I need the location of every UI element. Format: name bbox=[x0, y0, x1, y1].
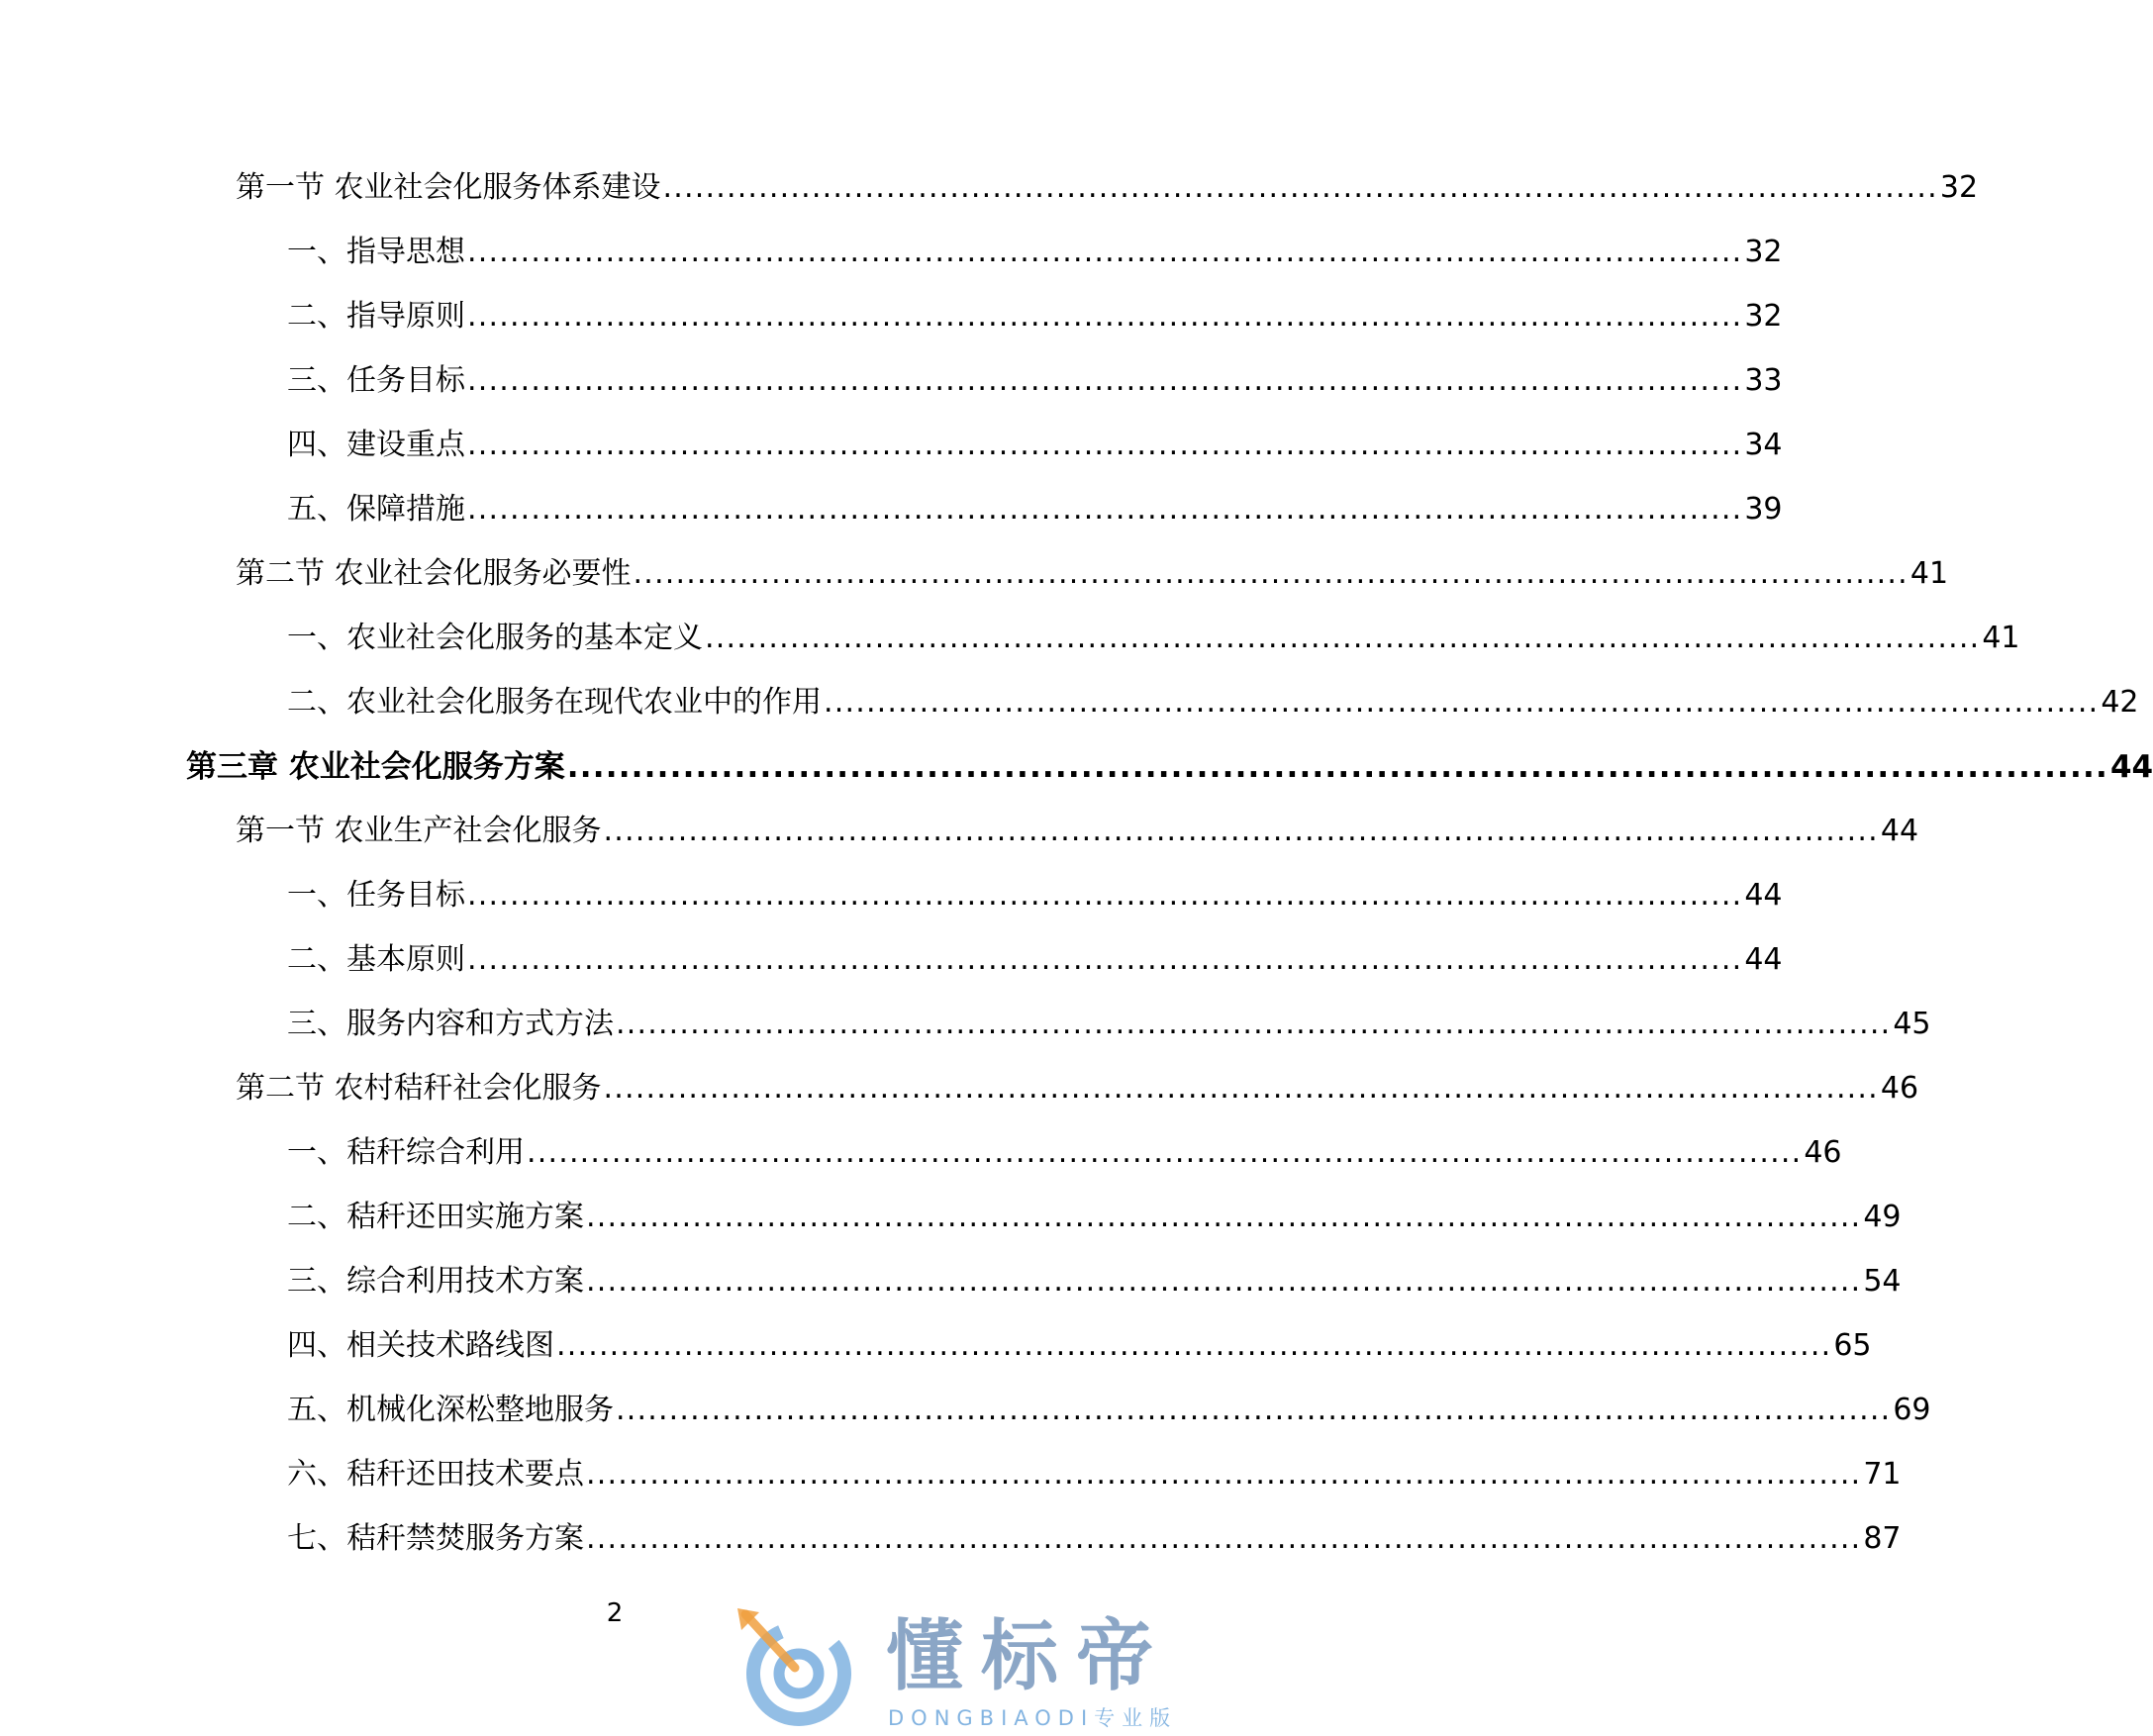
toc-entry[interactable] bbox=[236, 552, 1949, 596]
toc-entry-page: 32 bbox=[1744, 299, 1783, 334]
toc-leader-dots: ........................................................................................................................ bbox=[603, 814, 1879, 848]
toc-entry[interactable] bbox=[287, 874, 1783, 917]
toc-entry[interactable] bbox=[287, 1389, 1931, 1432]
toc-entry-page: 33 bbox=[1744, 363, 1783, 398]
toc-entry-page: 44 bbox=[2109, 749, 2153, 785]
toc-leader-dots: ........................................................................................................................ bbox=[603, 1071, 1879, 1106]
watermark-title: 懂标帝 bbox=[886, 1612, 1172, 1701]
toc-entry[interactable] bbox=[287, 1131, 1842, 1175]
toc-leader-dots: ........................................................................................................................ bbox=[467, 235, 1743, 269]
toc-leader-dots: ........................................................................................................................ bbox=[467, 299, 1743, 334]
toc-leader-dots: ........................................................................................................................ bbox=[586, 1200, 1862, 1234]
page-number: 2 bbox=[606, 1598, 624, 1628]
toc-leader-dots: ........................................................................................................................ bbox=[467, 363, 1743, 398]
toc-entry-page: 32 bbox=[1744, 235, 1783, 269]
toc-entry-label: 第一节 农业生产社会化服务 bbox=[236, 814, 602, 848]
toc-entry-label: 二、秸秆还田实施方案 bbox=[287, 1200, 584, 1234]
toc-entry[interactable] bbox=[287, 1196, 1902, 1239]
toc-entry-label: 一、农业社会化服务的基本定义 bbox=[287, 621, 703, 655]
toc-entry[interactable] bbox=[287, 1260, 1902, 1303]
watermark bbox=[737, 1608, 1223, 1732]
toc-entry[interactable] bbox=[287, 681, 2139, 724]
toc-entry[interactable] bbox=[287, 617, 2020, 660]
toc-entry-page: 54 bbox=[1863, 1264, 1902, 1299]
toc-entry-page: 46 bbox=[1804, 1135, 1842, 1170]
toc-entry-page: 46 bbox=[1880, 1071, 1919, 1106]
toc-entry[interactable] bbox=[236, 810, 1919, 853]
toc-entry[interactable] bbox=[287, 1453, 1902, 1496]
toc-chapter-entry[interactable] bbox=[186, 745, 2153, 789]
toc-leader-dots: ........................................................................................................................ bbox=[566, 749, 2108, 785]
toc-leader-dots: ........................................................................................................................ bbox=[586, 1521, 1862, 1556]
watermark-subtitle: DONGBIAODI专业版 bbox=[888, 1706, 1178, 1730]
toc-entry-label: 三、任务目标 bbox=[287, 363, 465, 398]
toc-leader-dots: ........................................................................................................................ bbox=[467, 428, 1743, 462]
toc-entry-label: 第二节 农村秸秆社会化服务 bbox=[236, 1071, 602, 1106]
toc-entry-label: 一、指导思想 bbox=[287, 235, 465, 269]
toc-leader-dots: ........................................................................................................................ bbox=[633, 556, 1908, 591]
toc-entry-label: 一、任务目标 bbox=[287, 878, 465, 913]
toc-entry-label: 七、秸秆禁焚服务方案 bbox=[287, 1521, 584, 1556]
toc-entry-page: 44 bbox=[1744, 878, 1783, 913]
toc-entry[interactable] bbox=[287, 488, 1783, 531]
toc-leader-dots: ........................................................................................................................ bbox=[662, 170, 1938, 205]
toc-leader-dots: ........................................................................................................................ bbox=[467, 492, 1743, 527]
toc-entry-page: 44 bbox=[1744, 942, 1783, 977]
toc-entry-page: 65 bbox=[1833, 1328, 1872, 1363]
toc-leader-dots: ........................................................................................................................ bbox=[527, 1135, 1803, 1170]
toc-entry-label: 二、指导原则 bbox=[287, 299, 465, 334]
toc-entry-page: 32 bbox=[1939, 170, 1979, 205]
toc-entry-label: 四、建设重点 bbox=[287, 428, 465, 462]
toc-leader-dots: ........................................................................................................................ bbox=[586, 1457, 1862, 1492]
toc-entry[interactable] bbox=[287, 424, 1783, 467]
toc-entry-label: 三、服务内容和方式方法 bbox=[287, 1007, 614, 1041]
toc-entry[interactable] bbox=[287, 1003, 1931, 1046]
toc-entry-label: 六、秸秆还田技术要点 bbox=[287, 1457, 584, 1492]
toc-leader-dots: ........................................................................................................................ bbox=[824, 685, 2100, 720]
toc-entry-page: 39 bbox=[1744, 492, 1783, 527]
toc-entry-page: 42 bbox=[2101, 685, 2139, 720]
toc-entry-page: 34 bbox=[1744, 428, 1783, 462]
toc-entry-label: 一、秸秆综合利用 bbox=[287, 1135, 525, 1170]
toc-leader-dots: ........................................................................................................................ bbox=[616, 1007, 1892, 1041]
toc-entry[interactable] bbox=[287, 359, 1783, 403]
toc-entry-page: 41 bbox=[1909, 556, 1949, 591]
toc-entry-page: 44 bbox=[1880, 814, 1919, 848]
toc-entry-label: 二、基本原则 bbox=[287, 942, 465, 977]
toc-entry-label: 五、保障措施 bbox=[287, 492, 465, 527]
toc-entry-label: 四、相关技术路线图 bbox=[287, 1328, 554, 1363]
toc-entry-page: 69 bbox=[1893, 1393, 1931, 1427]
toc-entry[interactable] bbox=[287, 938, 1783, 982]
toc-entry-page: 45 bbox=[1893, 1007, 1931, 1041]
toc-leader-dots: ........................................................................................................................ bbox=[616, 1393, 1892, 1427]
toc-leader-dots: ........................................................................................................................ bbox=[467, 942, 1743, 977]
toc-entry-page: 41 bbox=[1982, 621, 2020, 655]
toc-entry-page: 49 bbox=[1863, 1200, 1902, 1234]
toc-leader-dots: ........................................................................................................................ bbox=[467, 878, 1743, 913]
toc-leader-dots: ........................................................................................................................ bbox=[705, 621, 1981, 655]
toc-entry[interactable] bbox=[236, 1067, 1919, 1110]
toc-entry[interactable] bbox=[287, 295, 1783, 338]
toc-entry[interactable] bbox=[236, 166, 1979, 210]
toc-entry[interactable] bbox=[287, 1324, 1872, 1368]
toc-entry-page: 87 bbox=[1863, 1521, 1902, 1556]
toc-entry-label: 三、综合利用技术方案 bbox=[287, 1264, 584, 1299]
toc-leader-dots: ........................................................................................................................ bbox=[556, 1328, 1832, 1363]
toc-entry[interactable] bbox=[287, 1517, 1902, 1561]
toc-entry[interactable] bbox=[287, 231, 1783, 274]
toc-entry-page: 71 bbox=[1863, 1457, 1902, 1492]
target-arrow-icon bbox=[737, 1608, 866, 1732]
toc-entry-label: 第二节 农业社会化服务必要性 bbox=[236, 556, 632, 591]
toc-entry-label: 二、农业社会化服务在现代农业中的作用 bbox=[287, 685, 822, 720]
toc-entry-label: 五、机械化深松整地服务 bbox=[287, 1393, 614, 1427]
toc-leader-dots: ........................................................................................................................ bbox=[586, 1264, 1862, 1299]
toc-entry-label: 第三章 农业社会化服务方案 bbox=[186, 749, 565, 785]
toc-entry-label: 第一节 农业社会化服务体系建设 bbox=[236, 170, 661, 205]
